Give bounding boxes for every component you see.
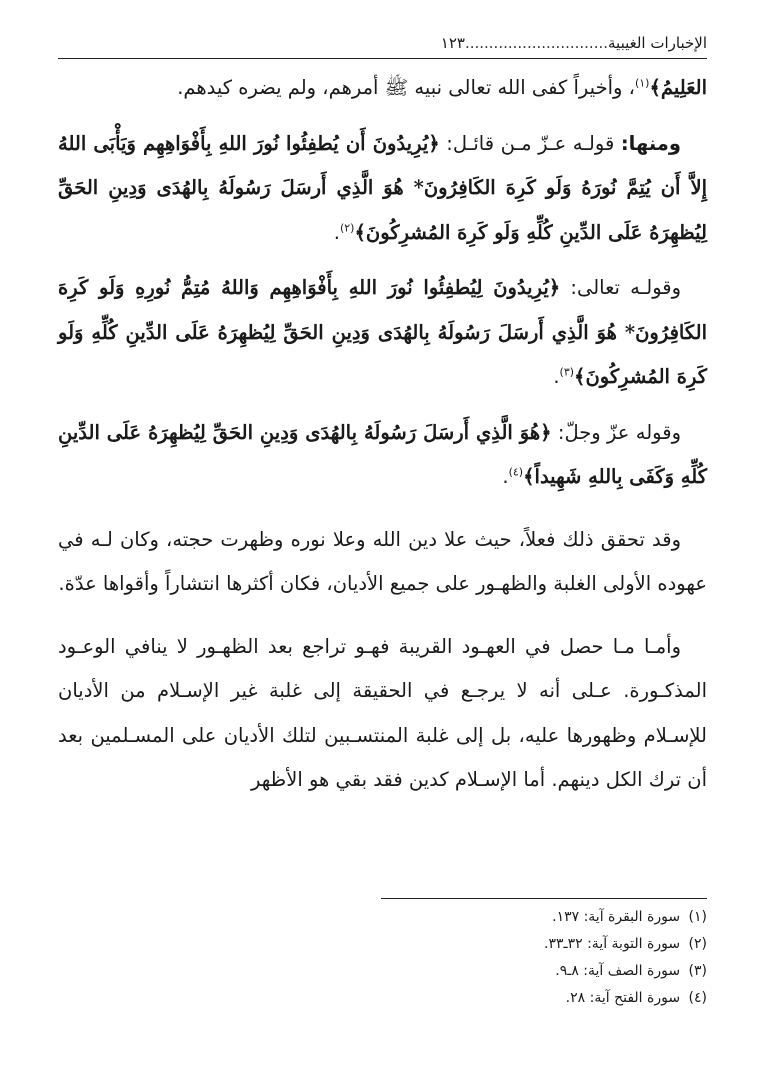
footnote-3 (377, 958, 707, 985)
quran-verse: يُرِيدُونَ أَن يُطفِئُوا نُورَ اللهِ بِأَفْوَاهِهِم وَيَأْبَى اللهُ إِلاَّ أَن يُتِمَّ نُورَهُ وَلَو كَرِهَ الكَافِرُونَ* هُوَ الَّذِي أَرسَلَ رَسُولَهُ بِالهُدَى وَدِينِ الحَقِّ لِيُظهِرَهُ عَلَى الدِّينِ كُلِّهِ وَلَو كَرِهَ المُشرِكُونَ (58, 131, 707, 244)
opening-bracket: ﴿ (548, 276, 561, 299)
paragraph-3 (58, 266, 707, 400)
footnote-ref-3: (٣) (559, 365, 575, 379)
closing-bracket: ﴾ (649, 76, 661, 99)
opening-bracket: ﴿ (428, 131, 440, 155)
footnote-4 (377, 985, 707, 1012)
paragraph-3-intro: وقولـه تعالى: (560, 276, 682, 299)
paragraph-6: وأمـا مـا حصل في العهـود القريبة فهـو تراجع بعد الظهـور لا ينافي الوعـود المذكـورة. عـلى أنه لا يرجـع في الحقيقة إلى غلبة غير الإسـلام من الأديان للإسـلام وظهورها عليه، بل إلى غلبة المنتسـبين لتلك الأديان على المسـلمين بعد أن ترك الكل دينهم. أما الإسـلام كدين فقد بقي هو الأظهر (58, 634, 707, 791)
footnote-2 (377, 931, 707, 958)
closing-bracket: ﴾ (354, 220, 366, 244)
header-leader-dots: .............................. (464, 34, 608, 52)
footnotes (377, 904, 707, 1012)
paragraph-3-end: . (553, 365, 560, 388)
running-title: الإخبارات الغيبية (608, 34, 707, 52)
paragraph-1-text: ، وأخيراً كفى الله تعالى نبيه ﷺ أمرهم، ولم يضره كيدهم. (177, 76, 635, 99)
running-header (58, 32, 707, 56)
footnote-text: سورة الصف آية: ٨ـ٩. (555, 963, 681, 979)
main-text (58, 66, 707, 814)
footnote-number: (٤) (688, 990, 707, 1006)
footnote-text: سورة التوبة آية: ٣٢ـ٣٣. (543, 936, 681, 952)
footnote-text: سورة الفتح آية: ٢٨. (565, 990, 681, 1006)
closing-bracket: ﴾ (523, 465, 535, 488)
footnote-ref-2: (٢) (339, 221, 355, 234)
quran-verse-end: العَلِيمُ (660, 76, 707, 99)
footnote-number: (٣) (688, 963, 707, 979)
paragraph-4-intro: وقوله عزّ وجلّ: (551, 420, 681, 444)
footnote-ref-4: (٤) (508, 465, 524, 479)
footnote-text: سورة البقرة آية: ١٣٧. (552, 909, 681, 925)
paragraph-2-intro: قولـه عـزّ مـن قائـل: (439, 131, 621, 155)
paragraph-2-end: . (333, 220, 340, 244)
quran-verse: هُوَ الَّذِي أَرسَلَ رَسُولَهُ بِالهُدَى وَدِينِ الحَقِّ لِيُظهِرَهُ عَلَى الدِّينِ كُلِّهِ وَكَفَى بِاللهِ شَهِيداً (58, 420, 707, 488)
paragraph-4-end: . (502, 465, 509, 488)
footnote-rule (381, 898, 707, 899)
quran-verse: يُرِيدُونَ لِيُطفِئُوا نُورَ اللهِ بِأَفْوَاهِهِم وَاللهُ مُتِمُّ نُورِهِ وَلَو كَرِهَ الكَافِرُونَ* هُوَ الَّذِي أَرسَلَ رَسُولَهُ بِالهُدَى وَدِينِ الحَقِّ لِيُظهِرَهُ عَلَى الدِّينِ كُلِّهِ وَلَو كَرِهَ المُشرِكُونَ (58, 276, 707, 388)
paragraph-5: وقد تحقق ذلك فعلاً، حيث علا دين الله وعلا نوره وظهرت حجته، وكان لـه في عهوده الأولى الغلبة والظهـور على جميع الأديان، فكان أكثرها انتشاراً وأقواها عدّة. (58, 527, 707, 595)
footnote-ref-1: (١) (634, 76, 650, 90)
paragraph-2-lead: ومنها: (620, 131, 681, 155)
paragraph-1 (58, 66, 707, 111)
paragraph-4 (58, 411, 707, 500)
paragraph-2 (58, 122, 707, 256)
footnote-number: (١) (688, 909, 707, 925)
opening-bracket: ﴿ (540, 420, 552, 444)
page-number: ١٢٣ (440, 34, 465, 52)
header-rule (58, 58, 707, 59)
footnote-1 (377, 904, 707, 931)
footnote-number: (٢) (688, 936, 707, 952)
closing-bracket: ﴾ (574, 365, 586, 388)
